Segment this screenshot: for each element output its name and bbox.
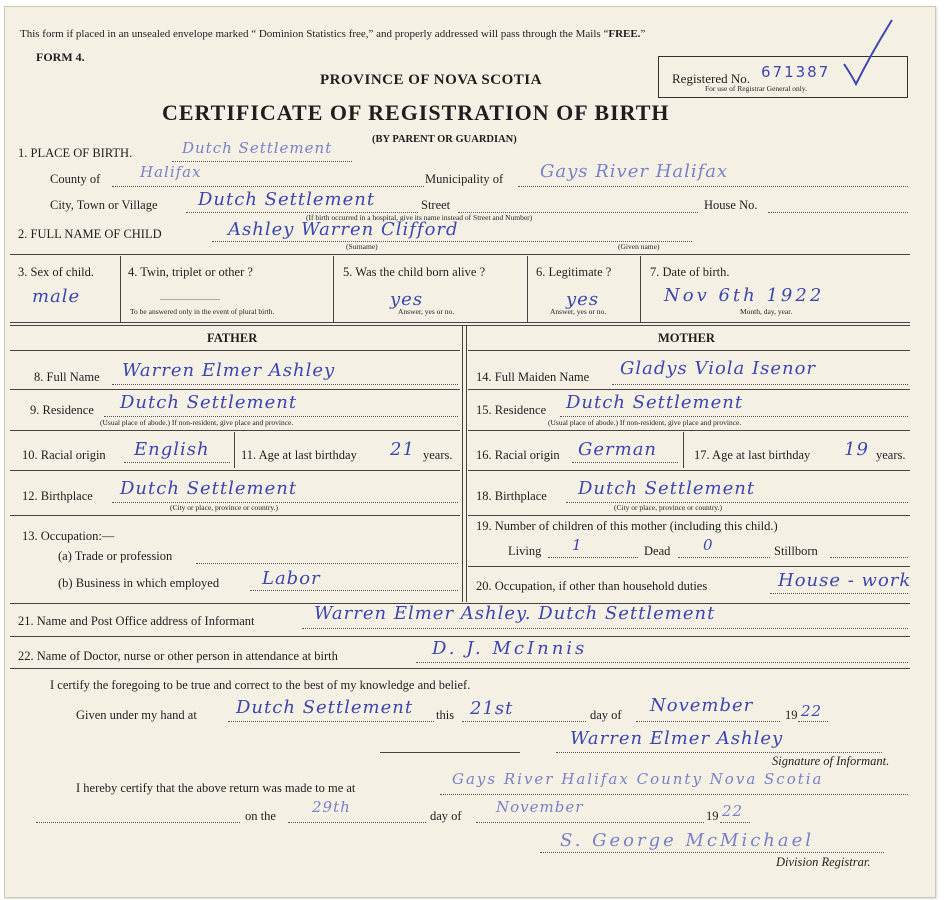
certification-day-of-label: day of xyxy=(590,708,622,722)
sex-label: 3. Sex of child. xyxy=(18,265,95,279)
twin-label: 4. Twin, triplet or other ? xyxy=(128,265,253,279)
stillborn-label: Stillborn xyxy=(774,544,818,558)
given-place-value: Dutch Settlement xyxy=(236,697,414,718)
alive-label: 5. Was the child born alive ? xyxy=(343,265,486,279)
registrar-signature: S. George McMichael xyxy=(560,830,815,851)
mother-residence-caption: (Usual place of abode.) If non-resident, give place and province. xyxy=(548,418,742,427)
province-heading: PROVINCE OF NOVA SCOTIA xyxy=(320,72,542,88)
alive-caption: Answer, yes or no. xyxy=(398,307,455,316)
dead-value: 0 xyxy=(703,536,714,554)
mother-name-value: Gladys Viola Isenor xyxy=(620,358,817,379)
page-subtitle: (BY PARENT OR GUARDIAN) xyxy=(372,134,517,145)
father-name-value: Warren Elmer Ashley xyxy=(122,360,336,381)
county-value: Halifax xyxy=(140,163,202,181)
legitimate-caption: Answer, yes or no. xyxy=(550,307,607,316)
father-age-label: 11. Age at last birthday xyxy=(241,448,357,462)
mail-notice-free: FREE. xyxy=(608,28,641,40)
father-residence-value: Dutch Settlement xyxy=(120,392,298,413)
father-residence-label: 9. Residence xyxy=(30,403,94,417)
registrar-general-note: For use of Registrar General only. xyxy=(705,84,807,93)
municipality-value: Gays River Halifax xyxy=(540,161,729,182)
given-name-caption: (Given name) xyxy=(618,242,660,251)
child-name-label: 2. FULL NAME OF CHILD xyxy=(18,227,162,241)
place-of-birth-value: Dutch Settlement xyxy=(182,139,333,157)
father-racial-value: English xyxy=(134,439,210,460)
father-racial-label: 10. Racial origin xyxy=(22,448,106,462)
registrar-statement: I hereby certify that the above return was made to me at xyxy=(76,781,356,795)
living-value: 1 xyxy=(572,536,583,554)
mother-birthplace-caption: (City or place, province or country.) xyxy=(614,503,723,512)
mail-notice-end: ” xyxy=(640,28,646,40)
given-under-label: Given under my hand at xyxy=(76,708,197,722)
living-label: Living xyxy=(508,544,542,558)
father-residence-caption: (Usual place of abode.) If non-resident, give place and province. xyxy=(100,418,294,427)
mother-occupation-value: House - work xyxy=(778,570,912,591)
alive-value: yes xyxy=(390,289,424,310)
mother-age-unit: years. xyxy=(876,448,906,462)
father-occupation-label: 13. Occupation:— xyxy=(22,529,115,543)
street-label: Street xyxy=(421,198,451,212)
mother-name-label: 14. Full Maiden Name xyxy=(476,370,590,384)
certification-month-value: November xyxy=(650,695,754,716)
mother-heading: MOTHER xyxy=(658,331,715,345)
informant-signature: Warren Elmer Ashley xyxy=(570,728,784,749)
registrar-on-the-label: on the xyxy=(245,809,276,823)
father-name-label: 8. Full Name xyxy=(34,370,100,384)
certification-year-value: 22 xyxy=(801,702,823,720)
mother-racial-value: German xyxy=(578,439,658,460)
date-of-birth-value: Nov 6th 1922 xyxy=(664,285,825,306)
registered-number: 671387 xyxy=(761,63,831,81)
registrar-caption: Division Registrar. xyxy=(776,855,871,869)
registrar-month-value: November xyxy=(496,798,584,816)
father-birthplace-caption: (City or place, province or country.) xyxy=(170,503,279,512)
father-business-value: Labor xyxy=(262,568,321,589)
mail-notice-text: This form if placed in an unsealed envelope marked “ Dominion Statistics free,” and properly addressed will pass through the Mails “ xyxy=(20,28,609,40)
father-trade-label: (a) Trade or profession xyxy=(58,549,173,563)
mother-residence-label: 15. Residence xyxy=(476,403,547,417)
registrar-place-value: Gays River Halifax County Nova Scotia xyxy=(452,770,824,788)
registrar-year-prefix: 19 xyxy=(706,809,719,823)
mother-birthplace-value: Dutch Settlement xyxy=(578,478,756,499)
father-business-label: (b) Business in which employed xyxy=(58,576,220,590)
place-of-birth-label: 1. PLACE OF BIRTH. xyxy=(18,146,133,160)
sex-value: male xyxy=(32,286,81,307)
dead-label: Dead xyxy=(644,544,671,558)
county-label: County of xyxy=(50,172,101,186)
registrar-year-value: 22 xyxy=(722,802,744,820)
page-title: CERTIFICATE OF REGISTRATION OF BIRTH xyxy=(162,100,670,125)
child-name-value: Ashley Warren Clifford xyxy=(228,219,459,240)
city-value: Dutch Settlement xyxy=(198,189,376,210)
certification-year-prefix: 19 xyxy=(785,708,798,722)
form-number: FORM 4. xyxy=(36,50,85,64)
mother-residence-value: Dutch Settlement xyxy=(566,392,744,413)
twin-note: To be answered only in the event of plural birth. xyxy=(130,307,275,316)
doctor-label: 22. Name of Doctor, nurse or other person in attendance at birth xyxy=(18,649,338,663)
hospital-note: (If birth occurred in a hospital, give its name instead of Street and Number) xyxy=(306,213,533,222)
doctor-value: D. J. McInnis xyxy=(432,638,588,659)
registrar-day-of-label: day of xyxy=(430,809,462,823)
father-age-value: 21 xyxy=(390,439,415,460)
registrar-day-value: 29th xyxy=(312,798,351,816)
registered-label: Registered No. xyxy=(672,71,750,86)
legitimate-label: 6. Legitimate ? xyxy=(536,265,612,279)
father-heading: FATHER xyxy=(207,331,258,345)
informant-signature-caption: Signature of Informant. xyxy=(772,754,890,768)
mother-racial-label: 16. Racial origin xyxy=(476,448,560,462)
legitimate-value: yes xyxy=(566,289,600,310)
surname-caption: (Surname) xyxy=(346,242,378,251)
mother-age-value: 19 xyxy=(844,439,869,460)
date-of-birth-label: 7. Date of birth. xyxy=(650,265,730,279)
father-age-unit: years. xyxy=(423,448,453,462)
certification-day-value: 21st xyxy=(470,698,514,719)
mother-age-label: 17. Age at last birthday xyxy=(694,448,811,462)
father-birthplace-label: 12. Birthplace xyxy=(22,489,93,503)
municipality-label: Municipality of xyxy=(425,172,504,186)
informant-label: 21. Name and Post Office address of Informant xyxy=(18,614,255,628)
certification-statement: I certify the foregoing to be true and correct to the best of my knowledge and belief. xyxy=(50,678,471,692)
house-label: House No. xyxy=(704,198,758,212)
certification-this-label: this xyxy=(436,708,455,722)
mother-occupation-label: 20. Occupation, if other than household duties xyxy=(476,579,708,593)
father-birthplace-value: Dutch Settlement xyxy=(120,478,298,499)
informant-value: Warren Elmer Ashley. Dutch Settlement xyxy=(314,603,716,624)
check-mark-icon xyxy=(838,14,898,86)
city-label: City, Town or Village xyxy=(50,198,158,212)
mail-notice xyxy=(20,29,645,40)
mother-children-label: 19. Number of children of this mother (including this child.) xyxy=(476,519,778,533)
mother-birthplace-label: 18. Birthplace xyxy=(476,489,547,503)
date-of-birth-caption: Month, day, year. xyxy=(740,307,793,316)
